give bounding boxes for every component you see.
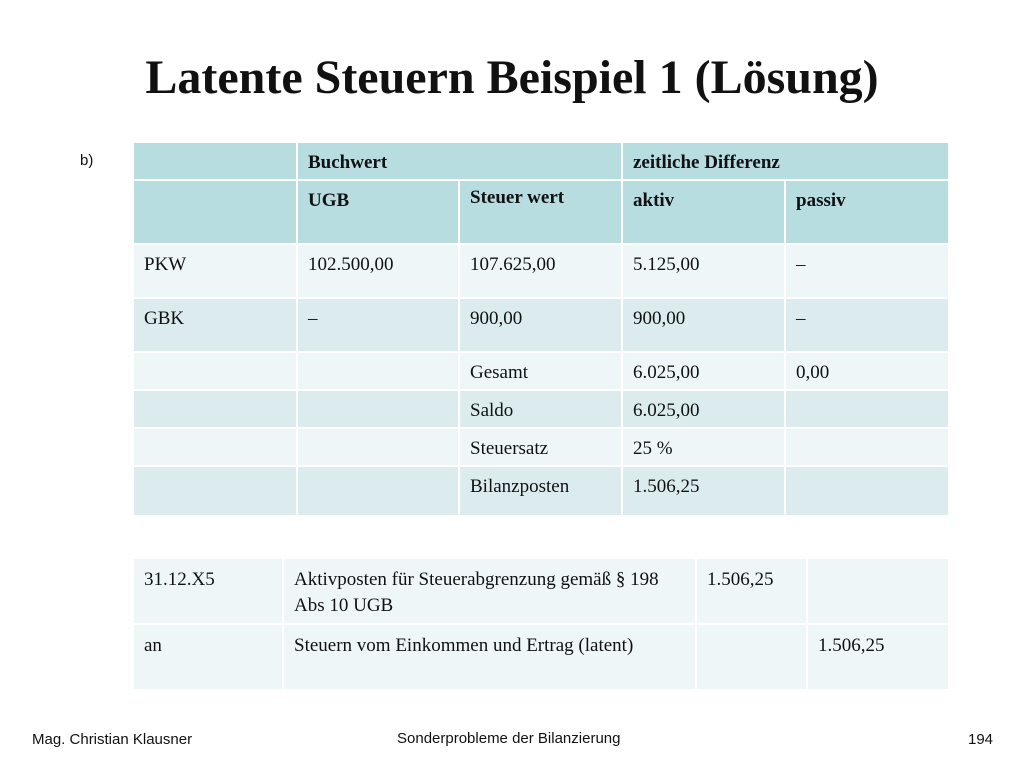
table-cell: 0,00 bbox=[785, 352, 949, 390]
footer-topic: Sonderprobleme der Bilanzierung bbox=[397, 730, 621, 747]
booking-entry-table bbox=[132, 557, 950, 691]
table-cell: 1.506,25 bbox=[622, 466, 785, 516]
table-cell bbox=[133, 352, 297, 390]
table-header-cell: Steuer wert bbox=[459, 180, 622, 244]
table-cell: 102.500,00 bbox=[297, 244, 459, 298]
table-row bbox=[133, 244, 949, 298]
table-cell: 6.025,00 bbox=[622, 352, 785, 390]
table-cell bbox=[133, 428, 297, 466]
deferred-tax-table bbox=[132, 141, 950, 517]
table-cell: – bbox=[785, 244, 949, 298]
table-cell: 107.625,00 bbox=[459, 244, 622, 298]
table-cell: Aktivposten für Steuerabgrenzung gemäß § 198 Abs 10 UGB bbox=[283, 558, 696, 624]
table-cell: – bbox=[785, 298, 949, 352]
table-cell bbox=[297, 352, 459, 390]
table-cell: 900,00 bbox=[622, 298, 785, 352]
page-number: 194 bbox=[968, 731, 994, 748]
footer-author: Mag. Christian Klausner bbox=[32, 731, 193, 748]
table-header-cell: Buchwert bbox=[297, 142, 622, 180]
table-cell bbox=[785, 466, 949, 516]
table-header-cell: zeitliche Differenz bbox=[622, 142, 949, 180]
table-cell: 1.506,25 bbox=[696, 558, 807, 624]
table-row bbox=[133, 624, 949, 690]
table-row bbox=[133, 352, 949, 390]
table-cell: GBK bbox=[133, 298, 297, 352]
table-row bbox=[133, 558, 949, 624]
part-label: b) bbox=[80, 152, 94, 169]
table-cell bbox=[297, 466, 459, 516]
table-header-cell bbox=[133, 180, 297, 244]
table-cell: 5.125,00 bbox=[622, 244, 785, 298]
table-cell: 900,00 bbox=[459, 298, 622, 352]
table-cell: PKW bbox=[133, 244, 297, 298]
table-row bbox=[133, 298, 949, 352]
table-cell: 25 % bbox=[622, 428, 785, 466]
table-header-cell: UGB bbox=[297, 180, 459, 244]
table-cell bbox=[297, 390, 459, 428]
table-row bbox=[133, 390, 949, 428]
table-row bbox=[133, 466, 949, 516]
slide-title: Latente Steuern Beispiel 1 (Lösung) bbox=[145, 51, 879, 104]
table-header-cell: passiv bbox=[785, 180, 949, 244]
table-header-row bbox=[133, 142, 949, 180]
table-cell bbox=[133, 390, 297, 428]
table-cell bbox=[785, 390, 949, 428]
table-cell bbox=[807, 558, 949, 624]
table-cell: Bilanzposten bbox=[459, 466, 622, 516]
table-header-cell bbox=[133, 142, 297, 180]
table-cell: Steuersatz bbox=[459, 428, 622, 466]
table-cell: 1.506,25 bbox=[807, 624, 949, 690]
table-header-cell: aktiv bbox=[622, 180, 785, 244]
table-cell: Saldo bbox=[459, 390, 622, 428]
table-cell: Steuern vom Einkommen und Ertrag (latent) bbox=[283, 624, 696, 690]
table-cell bbox=[133, 466, 297, 516]
table-cell: Gesamt bbox=[459, 352, 622, 390]
table-cell: – bbox=[297, 298, 459, 352]
table-cell bbox=[696, 624, 807, 690]
table-cell: 31.12.X5 bbox=[133, 558, 283, 624]
table-row bbox=[133, 428, 949, 466]
table-header-row bbox=[133, 180, 949, 244]
table-cell bbox=[297, 428, 459, 466]
table-cell bbox=[785, 428, 949, 466]
table-cell: 6.025,00 bbox=[622, 390, 785, 428]
table-cell: an bbox=[133, 624, 283, 690]
